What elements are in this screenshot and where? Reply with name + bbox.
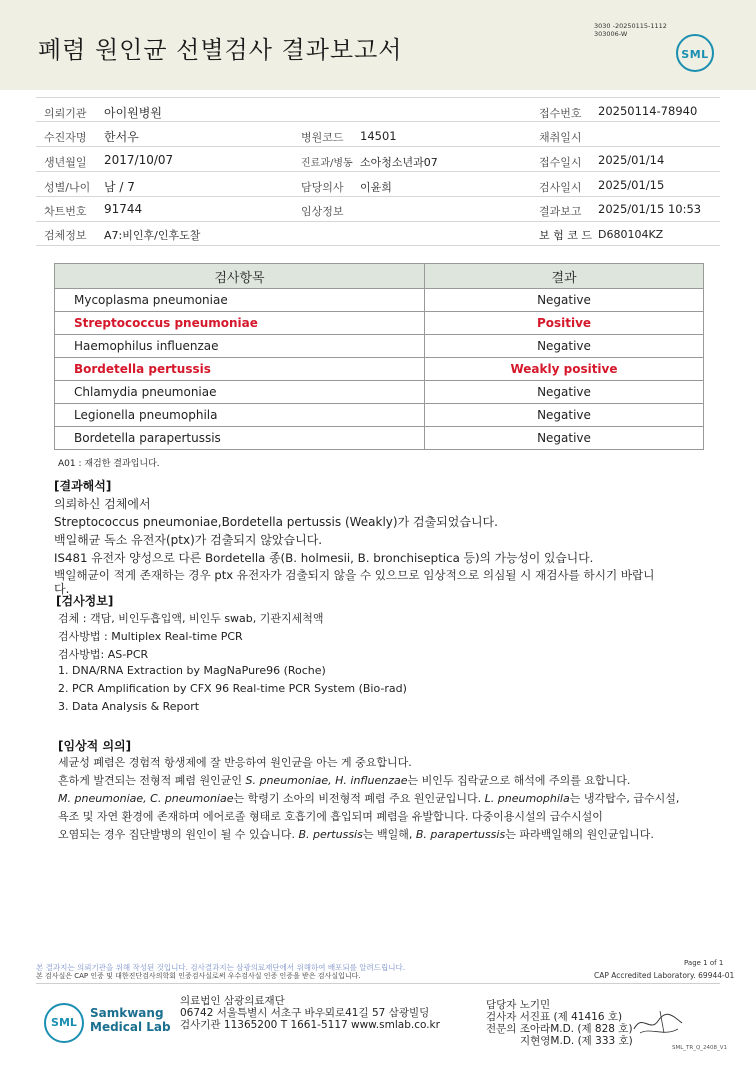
specimen-label: 검체정보: [44, 229, 87, 242]
org-contact: 검사기관 11365200 T 1661-5117 www.smlab.co.kr: [180, 1019, 440, 1031]
divider: [36, 121, 720, 122]
item-result: Negative: [425, 381, 704, 404]
table-row: [55, 289, 704, 312]
chart-value: 91744: [104, 202, 143, 216]
divider: [36, 97, 720, 98]
birth-label: 생년월일: [44, 156, 87, 169]
brand-name: [90, 1006, 171, 1034]
receipt-date-value: 2025/01/14: [598, 153, 665, 167]
divider: [36, 245, 720, 246]
item-name: Mycoplasma pneumoniae: [55, 289, 425, 312]
sml-logo-icon: SML: [676, 34, 714, 72]
interpretation-heading: [결과해석]: [54, 479, 112, 493]
clinical-heading: [임상적 의의]: [58, 739, 132, 753]
item-name: Bordetella parapertussis: [55, 427, 425, 450]
footer-divider: [36, 983, 720, 984]
item-name: Haemophilus influenzae: [55, 335, 425, 358]
interpretation-line: IS481 유전자 양성으로 다른 Bordetella 종(B. holmesii, B. bronchiseptica 등)의 가능성이 있습니다.: [54, 551, 594, 565]
table-row: [55, 358, 704, 381]
doctor-label: 담당의사: [301, 181, 344, 194]
staff-line: 전문의 조아라M.D. (제 828 호): [486, 1023, 633, 1035]
item-result: Negative: [425, 427, 704, 450]
item-name: Legionella pneumophila: [55, 404, 425, 427]
item-name: Chlamydia pneumoniae: [55, 381, 425, 404]
item-result: Positive: [425, 312, 704, 335]
test-info-heading: [검사정보]: [56, 594, 114, 608]
receipt-no-value: 20250114-78940: [598, 104, 698, 118]
hospital-code-label: 병원코드: [301, 131, 344, 144]
clinical-text: 흔하게 발견되는 전형적 폐렴 원인균인: [58, 774, 246, 787]
clinical-line: 세균성 폐렴은 경험적 항생제에 잘 반응하여 원인균을 아는 게 중요합니다.: [58, 756, 412, 769]
clinical-species: S. pneumoniae, H. influenzae: [245, 774, 408, 787]
divider: [36, 171, 720, 172]
dept-value: 소아청소년과07: [360, 156, 438, 169]
divider: [36, 146, 720, 147]
clinical-label: 임상정보: [301, 205, 344, 218]
org-address: 06742 서울특별시 서초구 바우뫼로41길 57 삼광빌딩: [180, 1007, 430, 1019]
interpretation-line: 백일해균 독소 유전자(ptx)가 검출되지 않았습니다.: [54, 533, 323, 547]
interpretation-line: 백일해균이 적게 존재하는 경우 ptx 유전자가 검출되지 않을 수 있으므로 임상적으로 의심될 시 재검사를 하시기 바랍니: [54, 568, 655, 582]
test-info-line: 검체 : 객담, 비인두흡입액, 비인두 swab, 기관지세척액: [58, 612, 324, 625]
patient-value: 한서우: [104, 130, 139, 144]
sex-age-label: 성별/나이: [44, 181, 91, 194]
sex-age-value: 남 / 7: [104, 180, 135, 194]
test-date-value: 2025/01/15: [598, 178, 665, 192]
table-row: [55, 404, 704, 427]
staff-line: 검사자 서진표 (제 41416 호): [486, 1011, 623, 1023]
retest-note: A01 : 재검한 결과입니다.: [58, 459, 160, 469]
test-info-line: 검사방법 : Multiplex Real-time PCR: [58, 630, 243, 643]
patient-label: 수진자명: [44, 131, 87, 144]
doc-code-2: 303006-W: [594, 30, 628, 38]
clinical-text: 는 비인두 집락균으로 해석에 주의를 요합니다.: [407, 774, 631, 787]
test-info-line: 3. Data Analysis & Report: [58, 700, 200, 713]
receipt-date-label: 접수일시: [539, 156, 582, 169]
interpretation-line: 의뢰하신 검체에서: [54, 497, 151, 511]
dept-label: 진료과/병동: [301, 158, 353, 169]
report-label: 결과보고: [539, 205, 582, 218]
interpretation-line: 다.: [54, 582, 70, 596]
brand-line: Medical Lab: [90, 1020, 171, 1034]
form-code: SML_TR_Q_2408_V1: [672, 1045, 728, 1051]
collection-date-label: 채취일시: [539, 131, 582, 144]
clinical-line: [58, 826, 654, 842]
chart-label: 차트번호: [44, 205, 87, 218]
table-row: [55, 312, 704, 335]
test-info-line: 1. DNA/RNA Extraction by MagNaPure96 (Roche): [58, 664, 326, 677]
test-date-label: 검사일시: [539, 181, 582, 194]
item-name: Streptococcus pneumoniae: [55, 312, 425, 335]
item-result: Negative: [425, 335, 704, 358]
divider: [36, 196, 720, 197]
results-table: [54, 263, 704, 450]
insurance-value: D680104KZ: [598, 228, 664, 241]
report-title: 폐렴 원인균 선별검사 결과보고서: [38, 36, 403, 64]
signature-icon: [630, 1003, 688, 1041]
sml-footer-logo-icon: SML: [44, 1003, 84, 1043]
clinical-text: 는 파라백일해의 원인균입니다.: [505, 828, 654, 841]
cap-note: 본 검사실은 CAP 인증 및 대한진단검사의학회 인증검사실로써 우수검사실 인증 인증을 받은 검사실입니다.: [36, 972, 361, 980]
doc-code: [594, 22, 667, 38]
clinical-text: 는 백일해,: [362, 828, 416, 841]
doctor-value: 이윤희: [360, 181, 392, 194]
specimen-value: A7:비인후/인후도찰: [104, 229, 201, 242]
clinical-species: B. pertussis: [298, 828, 363, 841]
clinical-text: 는 냉각탑수, 급수시설,: [569, 792, 680, 805]
interpretation-line: Streptococcus pneumoniae,Bordetella pertussis (Weakly)가 검출되었습니다.: [54, 515, 498, 529]
clinical-line: [58, 772, 630, 788]
institution-label: 의뢰기관: [44, 107, 87, 120]
report-value: 2025/01/15 10:53: [598, 202, 702, 216]
table-row: [55, 335, 704, 358]
institution-value: 아이원병원: [104, 106, 162, 120]
clinical-species: B. parapertussis: [415, 828, 506, 841]
watermark-text: 본 결과지는 의뢰기관을 위해 작성된 것입니다. 검사결과지는 삼광의료재단에서 위해하여 배포되를 알려드립니다.: [36, 963, 406, 972]
insurance-label: 보 험 코 드: [539, 229, 592, 242]
clinical-text: 는 학령기 소아의 비전형적 폐렴 주요 원인균입니다.: [233, 792, 485, 805]
item-result: Negative: [425, 404, 704, 427]
receipt-no-label: 접수번호: [539, 107, 582, 120]
page-indicator: Page 1 of 1: [684, 959, 724, 967]
col-item-header: 검사항목: [55, 264, 425, 289]
staff-line: 담당자 노기민: [486, 999, 551, 1011]
clinical-line: 욕조 및 자연 환경에 존재하며 에어로졸 형태로 호흡기에 흡입되며 폐렴을 유발합니다. 다중이용시설의 급수시설이: [58, 810, 603, 823]
col-result-header: 결과: [425, 264, 704, 289]
birth-value: 2017/10/07: [104, 153, 174, 167]
clinical-species: M. pneumoniae, C. pneumoniae: [58, 792, 234, 805]
cap-lab: CAP Accredited Laboratory. 69944-01: [594, 971, 735, 980]
clinical-species: L. pneumophila: [484, 792, 570, 805]
hospital-code-value: 14501: [360, 129, 397, 143]
divider: [36, 221, 720, 222]
clinical-text: 오염되는 경우 집단발병의 원인이 될 수 있습니다.: [58, 828, 299, 841]
item-name: Bordetella pertussis: [55, 358, 425, 381]
org-name: 의료법인 삼광의료재단: [180, 995, 285, 1007]
clinical-line: [58, 790, 679, 806]
staff-line: 지현영M.D. (제 333 호): [520, 1035, 633, 1047]
table-header: [55, 264, 704, 289]
item-result: Weakly positive: [425, 358, 704, 381]
test-info-line: 검사방법: AS-PCR: [58, 648, 149, 661]
table-row: [55, 427, 704, 450]
brand-line: Samkwang: [90, 1006, 164, 1020]
doc-code-1: 3030 -20250115-1112: [594, 22, 667, 30]
test-info-line: 2. PCR Amplification by CFX 96 Real-time PCR System (Bio-rad): [58, 682, 407, 695]
item-result: Negative: [425, 289, 704, 312]
table-row: [55, 381, 704, 404]
